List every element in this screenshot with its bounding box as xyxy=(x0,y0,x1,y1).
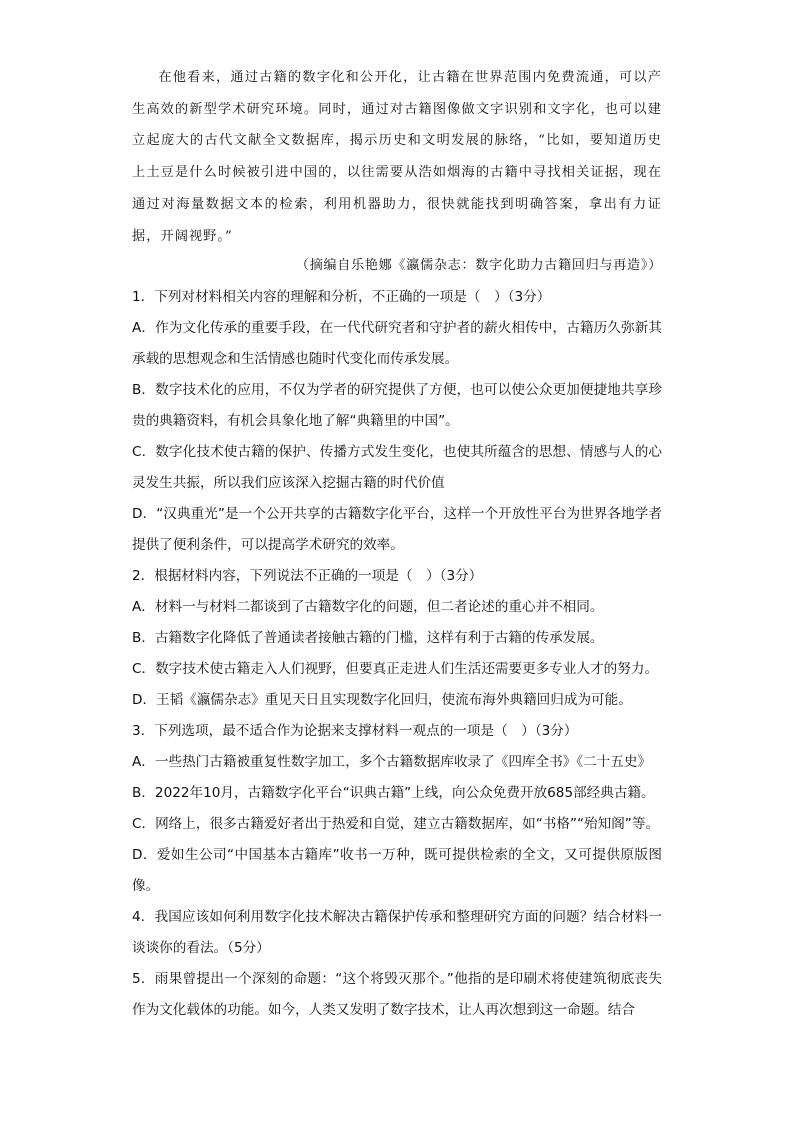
question-5-stem: 5．雨果曾提出一个深刻的命题：“这个将毁灭那个。”他指的是印刷术将使建筑彻底丧失作为文化载体的功能。如今，人类又发明了数字技术，让人再次想到这一命题。结合 xyxy=(132,971,662,1018)
question-3-option-c: C．网络上，很多古籍爱好者出于热爱和自觉，建立古籍数据库，如“书格”“殆知阁”等。 xyxy=(132,816,660,832)
question-1-stem: 1．下列对材料相关内容的理解和分析，不正确的一项是（ ）（3分） xyxy=(132,289,551,305)
question-2-stem: 2．根据材料内容，下列说法不正确的一项是（ ）（3分） xyxy=(132,568,483,584)
question-1-option-b: B．数字技术化的应用，不仅为学者的研究提供了方便，也可以使公众更加便捷地共享珍贵的典籍资料，有机会具象化地了解“典籍里的中国”。 xyxy=(132,382,662,429)
question-1-option-a: A．作为文化传承的重要手段，在一代代研究者和守护者的薪火相传中，古籍历久弥新其承载的思想观念和生活情感也随时代变化而传承发展。 xyxy=(132,320,662,367)
question-list xyxy=(132,282,662,1026)
question-3-option-d: D．爱如生公司“中国基本古籍库”收书一万种，既可提供检索的全文，又可提供原版图像。 xyxy=(132,847,662,894)
passage-paragraph: 在他看来，通过古籍的数字化和公开化，让古籍在世界范围内免费流通，可以产生高效的新型学术研究环境。同时，通过对古籍图像做文字识别和文字化，也可以建立起庞大的古代文献全文数据库，揭示历史和文明发展的脉络，“比如，要知道历史上土豆是什么时候被引进中国的，以往需要从浩如烟海的古籍中寻找相关证据，现在通过对海量数据文本的检索，利用机器助力，很快就能找到明确答案，拿出有力证据，开阔视野。” xyxy=(132,70,662,244)
question-3-option-a: A．一些热门古籍被重复性数字加工，多个古籍数据库收录了《四库全书》《二十五史》 xyxy=(132,754,652,770)
question-5 xyxy=(132,964,662,1026)
question-2-option-c: C．数字技术使古籍走入人们视野，但要真正走进人们生活还需要更多专业人才的努力。 xyxy=(132,661,659,677)
question-1-option-c: C．数字化技术使古籍的保护、传播方式发生变化，也使其所蕴含的思想、情感与人的心灵发生共振，所以我们应该深入挖掘古籍的时代价值 xyxy=(132,444,662,491)
question-1-option-d: D．“汉典重光”是一个公开共享的古籍数字化平台，这样一个开放性平台为世界各地学者提供了便利条件，可以提高学术研究的效率。 xyxy=(132,506,662,553)
question-1 xyxy=(132,282,662,561)
question-4-stem: 4．我国应该如何利用数字化技术解决古籍保护传承和整理研究方面的问题？结合材料一谈谈你的看法。（5分） xyxy=(132,909,662,956)
question-2-option-a: A．材料一与材料二都谈到了古籍数字化的问题，但二者论述的重心并不相同。 xyxy=(132,599,604,615)
question-2-option-d: D．王韬《瀛儒杂志》重见天日且实现数字化回归，使流布海外典籍回归成为可能。 xyxy=(132,692,632,708)
question-2-option-b: B．古籍数字化降低了普通读者接触古籍的门槛，这样有利于古籍的传承发展。 xyxy=(132,630,604,646)
question-3 xyxy=(132,716,662,902)
passage-source: （摘编自乐艳娜《瀛儒杂志：数字化助力古籍回归与再造》） xyxy=(295,258,662,273)
passage-excerpt xyxy=(132,62,662,252)
question-2 xyxy=(132,561,662,716)
question-3-option-b: B．2022年10月，古籍数字化平台“识典古籍”上线，向公众免费开放685部经典古籍。 xyxy=(132,785,655,801)
question-4 xyxy=(132,902,662,964)
question-3-stem: 3．下列选项，最不适合作为论据来支撑材料一观点的一项是（ ）（3分） xyxy=(132,723,578,739)
